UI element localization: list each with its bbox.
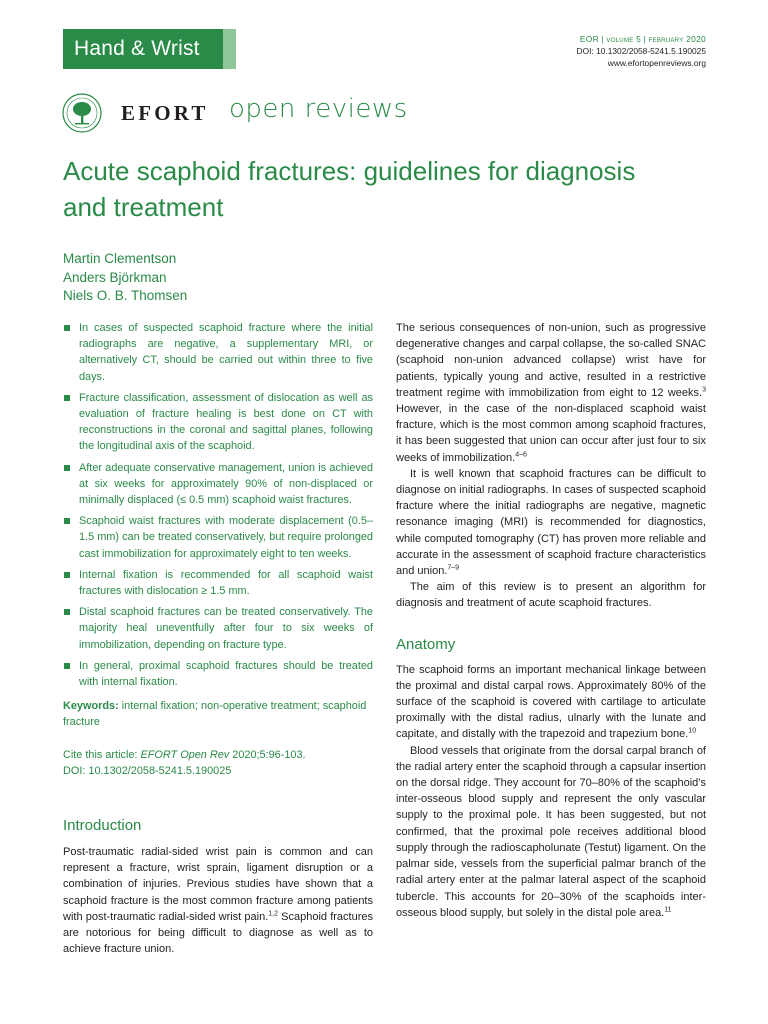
anatomy-paragraph: The scaphoid forms an important mechanical linkage between the proximal and distal carpal rows. Approximately 80% of the surface of the scaphoid is covered with cartilage to articulate proximally with the distal radius, ulnarly with the lunate and capitate, and distally with the trapezoid and trapezium bone.$^{10}$: [396, 663, 706, 741]
body-paragraph: The serious consequences of non-union, such as progressive degenerative changes and carpal collapse, the so-called SNAC (scaphoid non-union advanced collapse) wrist have for patients, typically young and active, resulted in a restrictive treatment regime with immobilization from eight to 12 weeks.$^3$ However, in the case of the non-displaced scaphoid waist fracture, which is the most common among scaphoid fractures, it has been suggested that union can occur after just four to six weeks of immobilization.$^{4-6}$: [396, 322, 706, 464]
key-points-list: [63, 320, 373, 690]
key-point: In cases of suspected scaphoid fracture where the initial radiographs are negative, a supplementary MRI, or alternatively CT, should be carried out within three to five days.: [63, 320, 373, 385]
square-bullet-icon: [64, 395, 70, 401]
section-banner-stripe: [223, 29, 236, 69]
keywords-text: internal fixation; non-operative treatment; scaphoid fracture: [63, 700, 367, 729]
brand-efort: EFORT: [121, 101, 209, 125]
keywords: [63, 698, 373, 730]
anatomy-heading: Anatomy: [396, 635, 456, 653]
key-point: Distal scaphoid fractures can be treated conservatively. The majority heal uneventfully after four to six weeks of immobilization, depending on fracture type.: [63, 604, 373, 653]
square-bullet-icon: [64, 663, 70, 669]
reference-marker[interactable]: 11: [664, 906, 672, 914]
brand-open-reviews: open reviews: [229, 94, 408, 124]
citation-doi[interactable]: DOI: 10.1302/2058-5241.5.190025: [63, 764, 232, 777]
introduction-paragraph: Post-traumatic radial-sided wrist pain is common and can represent a fracture, wrist sprain, ligament disruption or a combination of injuries. Previous studies have shown that a scaphoid fracture is the most common fracture among patients with post-traumatic radial-sided wrist pain.$^{1,2}$ Scaphoid fractures are notorious for being difficult to diagnose as well as to achieve fracture union.: [63, 846, 373, 956]
journal-volume-line: EOR | volume 5 | february 2020: [579, 34, 706, 44]
journal-date: february 2020: [648, 34, 706, 44]
author: Niels O. B. Thomsen: [63, 288, 188, 303]
reference-marker[interactable]: 3: [702, 386, 706, 394]
section-label: Hand & Wrist: [74, 37, 200, 60]
website-link[interactable]: www.efortopenreviews.org: [607, 58, 706, 68]
reference-marker[interactable]: 4–6: [515, 450, 527, 458]
doi-line: DOI: 10.1302/2058-5241.5.190025: [576, 46, 706, 56]
key-point: In general, proximal scaphoid fractures should be treated with internal fixation.: [63, 658, 373, 690]
left-column: [63, 320, 373, 958]
introduction-heading: Introduction: [63, 817, 142, 835]
square-bullet-icon: [64, 465, 70, 471]
reference-marker[interactable]: 7–9: [447, 564, 460, 572]
key-point: Internal fixation is recommended for all scaphoid waist fractures with dislocation ≥ 1.5 mm.: [63, 567, 373, 599]
square-bullet-icon: [64, 518, 70, 524]
citation-prefix: Cite this article:: [63, 748, 141, 761]
journal-meta: [577, 33, 706, 69]
key-point: After adequate conservative management, union is achieved at six weeks for approximately 90% of non-displaced or minimally displaced (≤ 0.5 mm) scaphoid waist fractures.: [63, 460, 373, 509]
citation-journal: EFORT Open Rev: [140, 748, 230, 761]
body-paragraph: It is well known that scaphoid fractures can be difficult to diagnose on initial radiographs. In cases of suspected scaphoid fracture where the initial radiographs are negative, magnetic resonance imaging (MRI) is recommended for diagnostics, while computed tomography (CT) has proven more reliable and accurate in the assessment of scaphoid fracture characteristics and union.$^{7-9}$: [396, 467, 706, 578]
citation: [63, 747, 373, 779]
author: Martin Clementson: [63, 251, 177, 266]
body-paragraph: The aim of this review is to present an algorithm for diagnosis and treatment of acute scaphoid fractures.: [396, 581, 706, 610]
anatomy-paragraph: Blood vessels that originate from the dorsal carpal branch of the radial artery enter the scaphoid through a capsular insertion on the dorsal ridge. They account for 70–80% of the scaphoid’s inter-osseous blood supply and represent the only vascular supply to the proximal pole. It has been suggested, but not confirmed, that the proximal pole receives additional blood supply through the radioscapholunate (Testut) ligament. On the palmar side, vessels from the superficial palmar branch of the radial artery enter at the palmar lateral aspect of the scaphoid tubercle. This accounts for 20–30% of the scaphoids inter-osseous blood supply, but solely in the distal pole area.$^{11}$: [396, 744, 706, 919]
author-list: [63, 250, 187, 306]
keywords-label: Keywords:: [63, 700, 119, 713]
reference-marker[interactable]: 1,2: [268, 910, 278, 918]
square-bullet-icon: [64, 609, 70, 615]
key-point: Scaphoid waist fractures with moderate displacement (0.5–1.5 mm) can be treated conservatively, but require prolonged cast immobilization for approximately eight to ten weeks.: [63, 513, 373, 562]
square-bullet-icon: [64, 325, 70, 331]
article-title: Acute scaphoid fractures: guidelines for diagnosis and treatment: [63, 156, 636, 222]
reference-marker[interactable]: 10: [688, 727, 697, 735]
author: Anders Björkman: [63, 269, 167, 285]
right-column: [396, 320, 706, 921]
efort-tree-seal-icon: [62, 93, 102, 133]
journal-abbrev: EOR: [579, 34, 599, 44]
citation-details: 2020;5:96-103.: [229, 748, 306, 761]
square-bullet-icon: [64, 572, 70, 578]
journal-volume: volume 5: [606, 34, 642, 44]
key-point: Fracture classification, assessment of dislocation as well as evaluation of fracture healing is best done on CT with reconstructions in the coronal and sagittal planes, following the longitudinal axis of the scaphoid.: [63, 390, 373, 455]
